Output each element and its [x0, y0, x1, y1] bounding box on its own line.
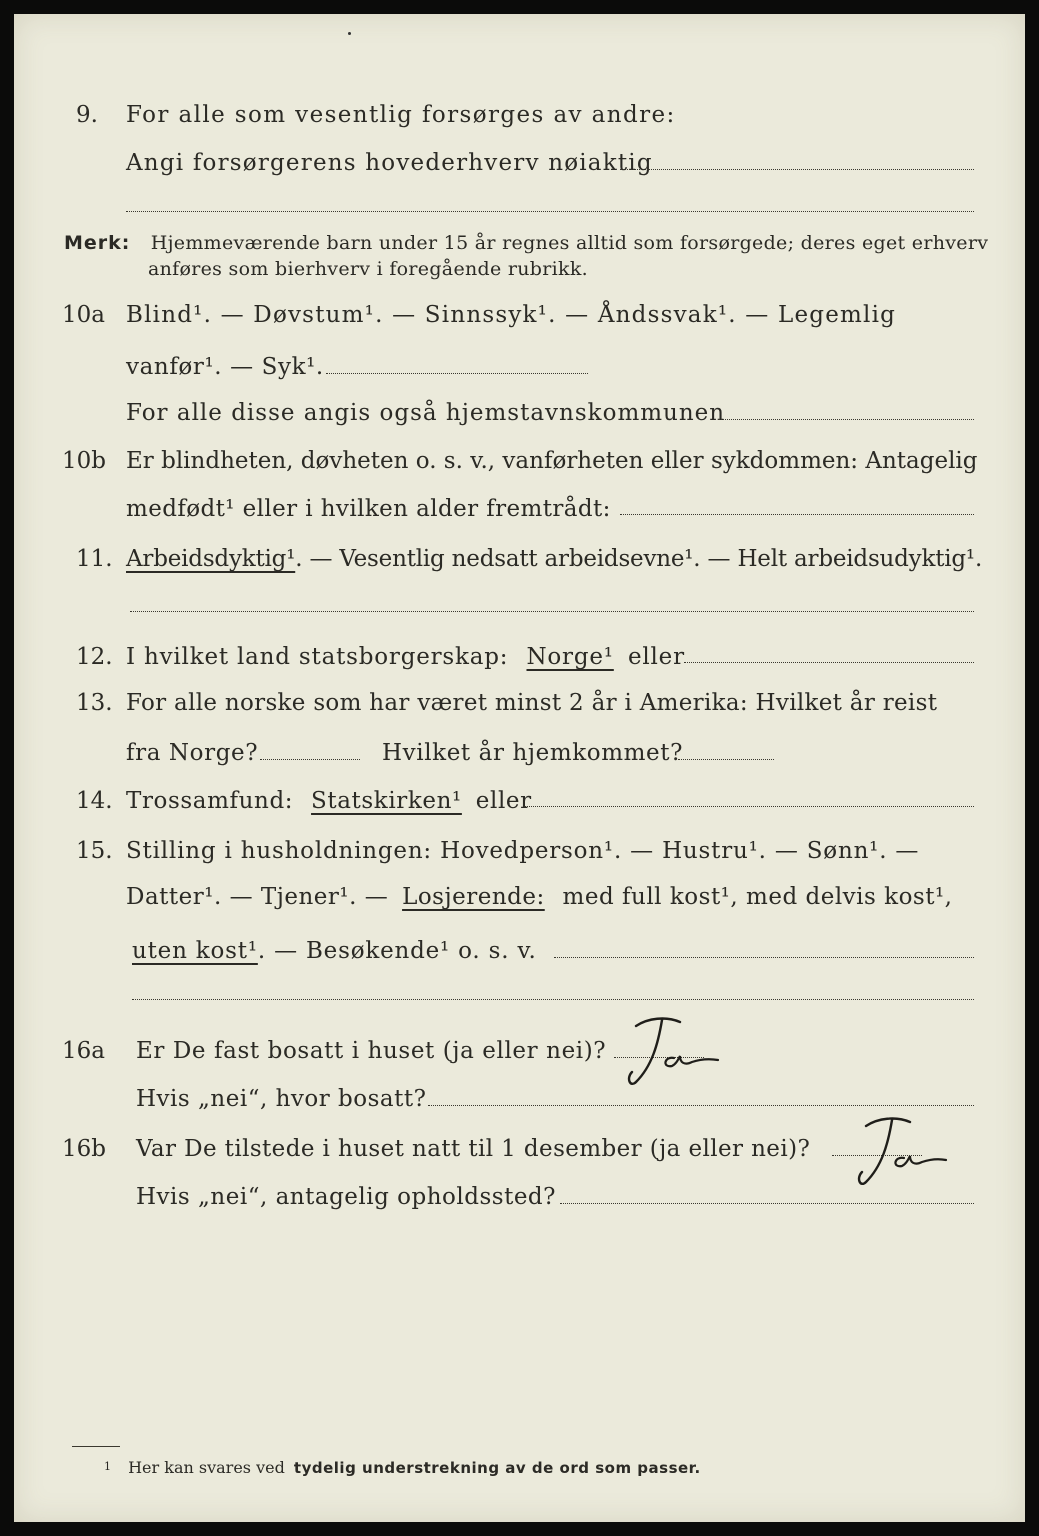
q10b-line1: Er blindheten, døvheten o. s. v., vanførheten eller sykdommen: Antagelig — [126, 448, 978, 474]
q11-line — [126, 544, 982, 574]
q14-after: eller — [475, 788, 532, 814]
q11-underlined-answer: Arbeidsdyktig¹ — [126, 546, 296, 572]
q12-line — [126, 642, 685, 672]
footnote — [104, 1458, 701, 1477]
speck — [348, 32, 351, 35]
q9-answer-line-2 — [126, 211, 974, 212]
q13-hjem-line — [678, 759, 774, 760]
q16b-number: 16b — [62, 1136, 106, 1162]
census-form-page — [14, 14, 1025, 1522]
q9-answer-line — [620, 169, 974, 170]
q11-answer-line — [130, 611, 974, 612]
q15-underlined-uten-kost: uten kost¹ — [132, 938, 258, 964]
q11-rest: . — Vesentlig nedsatt arbeidsevne¹. — Helt arbeidsudyktig¹. — [295, 546, 983, 572]
q9-line2: Angi forsørgerens hovederhverv nøiaktig — [126, 150, 653, 176]
q11-number: 11. — [76, 546, 113, 572]
q9-number: 9. — [76, 102, 98, 128]
q10a-number: 10a — [62, 302, 105, 328]
q14-underlined-answer: Statskirken¹ — [311, 788, 462, 814]
q15-line2b: med full kost¹, med delvis kost¹, — [562, 884, 953, 910]
footnote-rule — [72, 1446, 120, 1447]
q16b-line1: Var De tilstede i huset natt til 1 desember (ja eller nei)? — [136, 1136, 811, 1162]
q15-answer-line — [554, 957, 974, 958]
q13-reist-line — [260, 759, 360, 760]
q13-line2b: Hvilket år hjemkommet? — [382, 740, 684, 766]
q15-underlined-losjerende: Losjerende: — [402, 884, 545, 910]
q10b-number: 10b — [62, 448, 106, 474]
footnote-mark: 1 — [104, 1460, 111, 1473]
q12-before: I hvilket land statsborgerskap: — [126, 644, 509, 670]
q10a-commune-line — [718, 419, 974, 420]
q12-underlined-answer: Norge¹ — [526, 644, 614, 670]
merk-line1: Hjemmeværende barn under 15 år regnes alltid som forsørgede; deres eget erhverv — [150, 232, 989, 254]
q10a-line3: For alle disse angis også hjemstavnskommunen — [126, 400, 726, 426]
q16b-opholdssted-line — [560, 1203, 974, 1204]
q14-number: 14. — [76, 788, 113, 814]
q16a-number: 16a — [62, 1038, 105, 1064]
q13-line2a: fra Norge? — [126, 740, 259, 766]
q14-line — [126, 786, 532, 816]
q9-line1: For alle som vesentlig forsørges av andre: — [126, 102, 676, 128]
q16a-handwritten-answer — [614, 1004, 724, 1096]
footnote-text-b: tydelig understrekning av de ord som passer. — [293, 1459, 701, 1477]
q15-line2a: Datter¹. — Tjener¹. — — [126, 884, 389, 910]
q16b-line2: Hvis „nei“, antagelig opholdssted? — [136, 1184, 556, 1210]
q12-answer-line — [684, 662, 974, 663]
q14-before: Trossamfund: — [126, 788, 294, 814]
q10b-answer-line — [620, 514, 974, 515]
q13-number: 13. — [76, 690, 113, 716]
merk-note — [64, 230, 988, 256]
footnote-text-a: Her kan svares ved — [128, 1458, 285, 1477]
q15-line1: Stilling i husholdningen: Hovedperson¹. — Hustru¹. — Sønn¹. — — [126, 838, 920, 864]
q10a-line1: Blind¹. — Døvstum¹. — Sinnssyk¹. — Åndssvak¹. — Legemlig — [126, 302, 897, 328]
q16b-handwritten-answer — [846, 1106, 956, 1198]
q16a-line1: Er De fast bosatt i huset (ja eller nei)? — [136, 1038, 607, 1064]
q15-line2 — [126, 882, 953, 912]
q10a-answer-line — [326, 373, 588, 374]
q15-line3 — [132, 936, 537, 966]
q15-answer-line-2 — [132, 999, 974, 1000]
q16a-line2: Hvis „nei“, hvor bosatt? — [136, 1086, 427, 1112]
q15-number: 15. — [76, 838, 113, 864]
q14-answer-line — [524, 806, 974, 807]
q13-line1: For alle norske som har været minst 2 år i Amerika: Hvilket år reist — [126, 690, 938, 716]
q15-line3b: . — Besøkende¹ o. s. v. — [257, 938, 537, 964]
q10a-line2: vanfør¹. — Syk¹. — [126, 354, 324, 380]
q12-after: eller — [627, 644, 685, 670]
q12-number: 12. — [76, 644, 113, 670]
merk-line2: anføres som bierhverv i foregående rubrikk. — [148, 258, 588, 280]
q10b-line2: medfødt¹ eller i hvilken alder fremtrådt: — [126, 496, 611, 522]
merk-label: Merk: — [64, 232, 131, 254]
